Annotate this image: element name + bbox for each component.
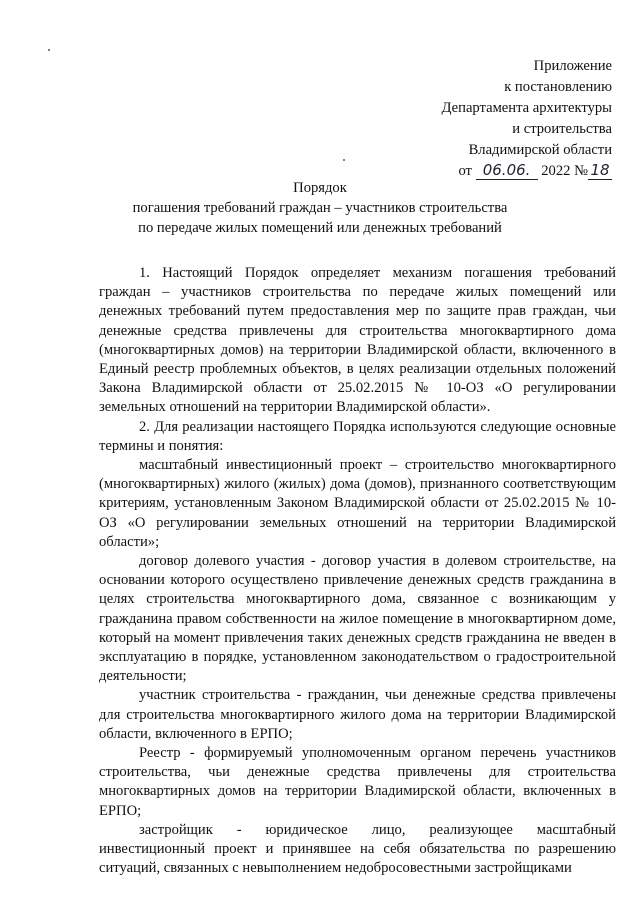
handwritten-date: 06.06. [476,162,538,180]
term-developer: застройщик - юридическое лицо, реализующее масштабный инвестиционный проект и принявшее на себя обязательства по разрешению ситуаций, связанных с невыполнением недобросовестными застройщиками [99,821,616,877]
term-shared-construction-agreement: договор долевого участия - договор участия в долевом строительстве, на основании которого осуществлено привлечение денежных средств гражданина в целях строительства многоквартирного дома, связанное с возникающим у гражданина правом собственности на жилое помещение в многоквартирном доме, который на момент привлечения таких денежных средств гражданина не введен в эксплуатацию в порядке, установленном законодательством о градостроительной деятельности; [99,553,616,685]
term-construction-participant: участник строительства - гражданин, чьи денежные средства привлечены для строительства многоквартирного жилого дома на территории Владимирской области, включенного в ЕРПО; [99,687,616,742]
header-line: к постановлению [504,79,612,95]
scan-speck [343,159,345,161]
term-large-investment-project: масштабный инвестиционный проект – строительство многоквартирного (многоквартирных) жилого (жилых) дома (домов), признанного соответствующим критериям, установленным Законом Владимирской области от 25.02.2015 № 10-ОЗ «О регулировании земельных отношений на территории Владимирской области»; [99,457,616,550]
header-line: Приложение [533,58,612,74]
header-line: Департамента архитектуры [441,100,612,116]
scan-speck [48,49,50,51]
header-line: и строительства [512,121,612,137]
date-prefix: от [458,163,472,179]
appendix-header [352,56,612,182]
document-title [0,178,640,238]
document-body [99,264,616,879]
title-line-3: по передаче жилых помещений или денежных требований [138,220,502,236]
term-registry: Реестр - формируемый уполномоченным органом перечень участников строительства, чьи денежные средства привлечены для строительства многоквартирных домов на территории Владимирской области, включенных в ЕРПО; [99,745,616,819]
paragraph-2: 2. Для реализации настоящего Порядка используются следующие основные термины и понятия: [99,418,616,454]
title-line-2: погашения требований граждан – участников строительства [132,200,508,216]
handwritten-number: 18 [588,162,612,180]
title-line-1: Порядок [293,180,347,196]
header-line: Владимирской области [468,142,612,158]
year-text: 2022 № [541,163,588,179]
paragraph-1: 1. Настоящий Порядок определяет механизм погашения требований граждан – участников строительства по передаче жилых помещений или денежных требований путем предоставления мер по защите прав граждан, чьи денежные средства привлечены для строительства многоквартирного дома (многоквартирных домов) на территории Владимирской области, включенного в Единый реестр проблемных объектов, в целях реализации отдельных положений Закона Владимирской области от 25.02.2015 № 10-ОЗ «О регулировании земельных отношений на территории Владимирской области». [99,265,616,416]
